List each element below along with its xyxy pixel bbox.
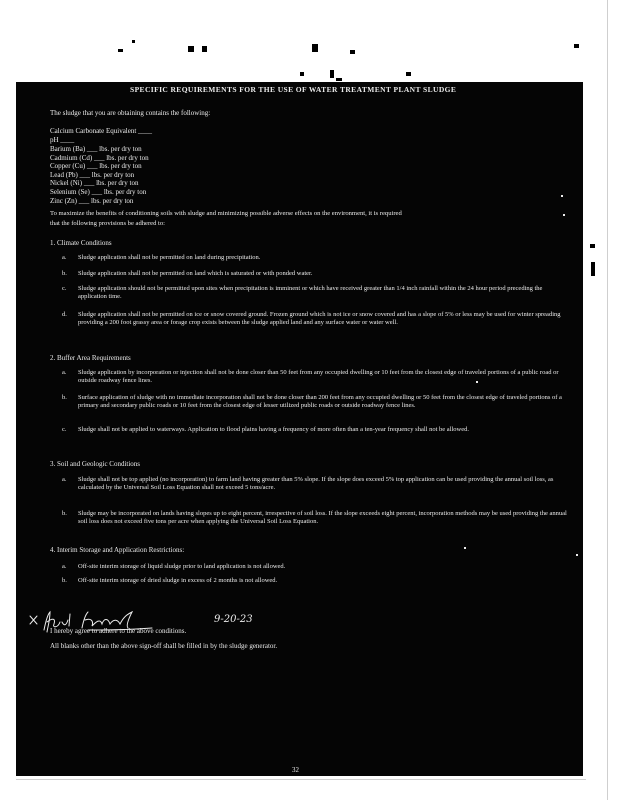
scan-edge-line: [607, 0, 608, 800]
section-heading: 1. Climate Conditions: [50, 239, 112, 247]
scan-mark: [561, 195, 563, 197]
constituent-item: Cadmium (Cd) ___ lbs. per dry ton: [50, 154, 149, 162]
document-page: SPECIFIC REQUIREMENTS FOR THE USE OF WATER TREATMENT PLANT SLUDGE The sludge that you are obtaining contains the following: Calcium Carbonate Equivalent ____ pH ____ Barium (Ba) ___ lbs. per dry ton Cadmium (Cd) ___ lbs. per dry ton Copper (Cu) ___ lbs. per dry ton Lead (Pb) ___ lbs. per dry ton Nickel (Ni) ___ lbs. per dry ton Selenium (Se) ___ lbs. per dry ton Zinc (Zn) ___ lbs. per dry ton To maximize the benefits of conditioning soils with sludge and minimizing possible adverse effects on the environment, it is required that the following provisions be adhered to: 1. Climate Conditions a. Sludge application shall not be permitted on land during precipitation. b. Sludge application shall not be permitted on land which is saturated or with ponded water. c. Sludge application should not be permitted upon sites when precipitation is imminent or which have received greater than 1/4 inch rainfall within the 24 hour period preceding the application time. d. Sludge application shall not be permitted on ice or snow covered ground. Frozen ground which is not ice or snow covered and has a slope of 5% or less may be used for winter spreading providing a 200 foot grassy area or forage crop exists between the sludge applied land and any surface water or water well. 2. Buffer Area Requirements a. Sludge application by incorporation or injection shall not be done closer than 50 feet from any occupied dwelling or 10 feet from the closest edge of traveled portions of a public road or outside roadway fence lines. b. Surface application of sludge with no immediate incorporation shall not be done closer than 200 feet from any occupied dwelling or 50 feet from the closest edge of traveled portions of a primary and secondary public roads or 10 feet from the closest edge of lesser utilized public roads or outside roadway fence lines. c. Sludge shall not be applied to waterways. Application to flood plains having a frequency of more often than a ten-year frequency shall not be allowed. 3. Soil and Geologic Conditions a. Sludge shall not be top applied (no incorporation) to farm land having greater than 5% slope. If the slope does exceed 5% top application can be used providing the annual soil loss, as calculated by the Universal Soil Loss Equation shall not exceed 5 tons/acre. b. Sludge may be incorporated on lands having slopes up to eight percent, irrespective of soil loss. If the slope exceeds eight percent, incorporation methods may be used providing the annual soil loss does not exceed five tons per acre when applying the Universal Soil Loss Equation. 4. Interim Storage and Application Restrictions: a. Off-site interim storage of liquid sludge prior to land application is not allowed. b. Off-site interim storage of dried sludge in excess of 2 months is not allowed. 9-20-23 I hereby agree to adhere to the above conditions. All blanks other than the above sign-off shall be filled in by the sludge generator. 32: [16, 82, 583, 776]
intro-text: The sludge that you are obtaining contains the following:: [50, 109, 211, 117]
scan-speck: [330, 70, 334, 78]
constituent-item: pH ____: [50, 136, 75, 144]
section-heading: 3. Soil and Geologic Conditions: [50, 460, 141, 468]
scan-speck: [118, 49, 123, 52]
constituent-item: Selenium (Se) ___ lbs. per dry ton: [50, 188, 147, 196]
section-heading: 4. Interim Storage and Application Restrictions:: [50, 546, 185, 554]
scan-speck: [300, 72, 304, 76]
constituent-item: Lead (Pb) ___ lbs. per dry ton: [50, 171, 135, 179]
scan-speck: [188, 46, 194, 52]
constituent-item: Copper (Cu) ___ lbs. per dry ton: [50, 162, 142, 170]
signature-date: 9-20-23: [214, 614, 253, 625]
constituent-item: Nickel (Ni) ___ lbs. per dry ton: [50, 179, 139, 187]
scan-speck: [132, 40, 135, 43]
constituent-item: Barium (Ba) ___ lbs. per dry ton: [50, 145, 142, 153]
scan-speck: [591, 262, 595, 276]
scan-mark: [476, 381, 478, 383]
scan-speck: [350, 50, 355, 54]
section-heading: 2. Buffer Area Requirements: [50, 354, 131, 362]
footer-note: All blanks other than the above sign-off shall be filled in by the sludge generator.: [50, 642, 278, 650]
scan-mark: [464, 547, 466, 549]
constituent-item: Zinc (Zn) ___ lbs. per dry ton: [50, 197, 134, 205]
scan-speck: [406, 72, 411, 76]
scan-edge-line: [16, 779, 586, 780]
scan-speck: [336, 78, 342, 81]
scan-mark: [576, 554, 578, 556]
document-title: SPECIFIC REQUIREMENTS FOR THE USE OF WATER TREATMENT PLANT SLUDGE: [130, 85, 457, 94]
scan-speck: [574, 44, 579, 48]
agreement-text: I hereby agree to adhere to the above conditions.: [50, 627, 187, 635]
scan-speck: [312, 44, 318, 52]
scan-mark: [563, 214, 565, 216]
scan-speck: [590, 244, 595, 248]
scan-speck: [202, 46, 207, 52]
page-number: 32: [292, 766, 299, 774]
provisions-intro: To maximize the benefits of conditioning soils with sludge and minimizing possible adverse effects on the environment, it is required: [50, 210, 402, 217]
constituent-item: Calcium Carbonate Equivalent ____: [50, 127, 153, 135]
provisions-intro: that the following provisions be adhered to:: [50, 220, 166, 227]
